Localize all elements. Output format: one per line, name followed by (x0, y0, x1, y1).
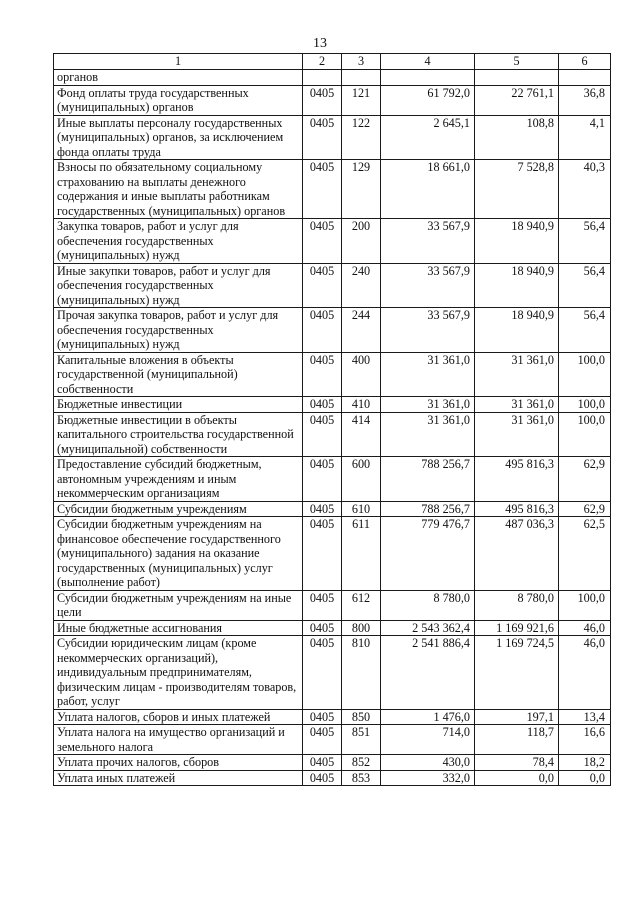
header-col-5: 5 (475, 54, 559, 70)
row-section-cell: 0405 (303, 770, 342, 786)
row-expense-type-cell: 400 (342, 352, 381, 397)
row-name-cell: Субсидии бюджетным учреждениям на финансовое обеспечение государственного (муниципального) задания на оказание государственных (муниципальных) услуг (выполнение работ) (54, 517, 303, 591)
row-fact-cell: 8 780,0 (475, 590, 559, 620)
row-plan-cell: 714,0 (381, 725, 475, 755)
row-percent-cell: 46,0 (559, 620, 611, 636)
row-fact-cell: 0,0 (475, 770, 559, 786)
row-plan-cell: 18 661,0 (381, 160, 475, 219)
header-row (54, 54, 611, 70)
row-name-cell: Бюджетные инвестиции в объекты капитального строительства государственной (муниципальной) собственности (54, 412, 303, 457)
row-section-cell: 0405 (303, 352, 342, 397)
row-percent-cell: 56,4 (559, 219, 611, 264)
table-row (54, 85, 611, 115)
row-section-cell: 0405 (303, 263, 342, 308)
row-section-cell: 0405 (303, 397, 342, 413)
row-section-cell: 0405 (303, 501, 342, 517)
row-section-cell: 0405 (303, 412, 342, 457)
row-name-cell: Взносы по обязательному социальному страхованию на выплаты денежного содержания и иные выплаты работникам государственных (муниципальных) органов (54, 160, 303, 219)
table-row (54, 517, 611, 591)
row-expense-type-cell: 853 (342, 770, 381, 786)
row-plan-cell: 31 361,0 (381, 397, 475, 413)
row-section-cell: 0405 (303, 725, 342, 755)
row-fact-cell: 118,7 (475, 725, 559, 755)
row-expense-type-cell: 600 (342, 457, 381, 502)
table-header (54, 54, 611, 70)
row-percent-cell: 16,6 (559, 725, 611, 755)
row-plan-cell: 2 645,1 (381, 115, 475, 160)
header-col-4: 4 (381, 54, 475, 70)
page-number: 13 (313, 36, 327, 51)
row-plan-cell: 332,0 (381, 770, 475, 786)
row-expense-type-cell: 200 (342, 219, 381, 264)
table-row (54, 457, 611, 502)
row-plan-cell: 2 541 886,4 (381, 636, 475, 710)
header-col-1: 1 (54, 54, 303, 70)
row-percent-cell: 4,1 (559, 115, 611, 160)
row-name-cell: Иные выплаты персоналу государственных (муниципальных) органов, за исключением фонда оплаты труда (54, 115, 303, 160)
row-expense-type-cell: 410 (342, 397, 381, 413)
row-fact-cell: 495 816,3 (475, 457, 559, 502)
row-plan-cell: 1 476,0 (381, 709, 475, 725)
row-section-cell: 0405 (303, 457, 342, 502)
row-expense-type-cell: 810 (342, 636, 381, 710)
row-section-cell: 0405 (303, 115, 342, 160)
row-expense-type-cell: 800 (342, 620, 381, 636)
row-fact-cell: 18 940,9 (475, 308, 559, 353)
row-expense-type-cell: 851 (342, 725, 381, 755)
row-percent-cell: 100,0 (559, 590, 611, 620)
row-fact-cell: 31 361,0 (475, 412, 559, 457)
row-section-cell: 0405 (303, 709, 342, 725)
row-plan-cell (381, 70, 475, 86)
table-row (54, 263, 611, 308)
row-name-cell: Иные бюджетные ассигнования (54, 620, 303, 636)
table-row (54, 620, 611, 636)
row-fact-cell: 108,8 (475, 115, 559, 160)
row-percent-cell: 56,4 (559, 308, 611, 353)
table-row (54, 755, 611, 771)
row-expense-type-cell: 612 (342, 590, 381, 620)
row-plan-cell: 788 256,7 (381, 457, 475, 502)
row-expense-type-cell: 611 (342, 517, 381, 591)
row-fact-cell: 18 940,9 (475, 263, 559, 308)
row-name-cell: Бюджетные инвестиции (54, 397, 303, 413)
table-row (54, 308, 611, 353)
row-section-cell: 0405 (303, 308, 342, 353)
row-name-cell: Предоставление субсидий бюджетным, автономным учреждениям и иным некоммерческим организациям (54, 457, 303, 502)
row-expense-type-cell: 244 (342, 308, 381, 353)
row-name-cell: Уплата налогов, сборов и иных платежей (54, 709, 303, 725)
row-percent-cell: 40,3 (559, 160, 611, 219)
row-section-cell: 0405 (303, 620, 342, 636)
row-fact-cell (475, 70, 559, 86)
row-fact-cell: 22 761,1 (475, 85, 559, 115)
row-fact-cell: 18 940,9 (475, 219, 559, 264)
header-col-6: 6 (559, 54, 611, 70)
row-percent-cell: 36,8 (559, 85, 611, 115)
row-name-cell: Субсидии юридическим лицам (кроме некоммерческих организаций), индивидуальным предпринимателям, физическим лицам - производителям товаров, работ, услуг (54, 636, 303, 710)
row-plan-cell: 2 543 362,4 (381, 620, 475, 636)
budget-table (53, 53, 611, 786)
table-row (54, 160, 611, 219)
row-plan-cell: 33 567,9 (381, 219, 475, 264)
row-percent-cell: 18,2 (559, 755, 611, 771)
row-plan-cell: 33 567,9 (381, 263, 475, 308)
table-row (54, 70, 611, 86)
row-expense-type-cell: 129 (342, 160, 381, 219)
row-name-cell: Уплата прочих налогов, сборов (54, 755, 303, 771)
row-plan-cell: 31 361,0 (381, 352, 475, 397)
row-expense-type-cell: 240 (342, 263, 381, 308)
table-row (54, 770, 611, 786)
row-plan-cell: 779 476,7 (381, 517, 475, 591)
table-row (54, 412, 611, 457)
row-section-cell (303, 70, 342, 86)
row-expense-type-cell: 122 (342, 115, 381, 160)
row-fact-cell: 31 361,0 (475, 352, 559, 397)
row-plan-cell: 430,0 (381, 755, 475, 771)
row-section-cell: 0405 (303, 590, 342, 620)
row-section-cell: 0405 (303, 219, 342, 264)
row-section-cell: 0405 (303, 517, 342, 591)
row-expense-type-cell: 610 (342, 501, 381, 517)
row-fact-cell: 7 528,8 (475, 160, 559, 219)
row-fact-cell: 495 816,3 (475, 501, 559, 517)
row-percent-cell: 62,9 (559, 457, 611, 502)
row-fact-cell: 31 361,0 (475, 397, 559, 413)
row-percent-cell: 56,4 (559, 263, 611, 308)
header-col-2: 2 (303, 54, 342, 70)
row-section-cell: 0405 (303, 160, 342, 219)
table-row (54, 219, 611, 264)
row-name-cell: Уплата иных платежей (54, 770, 303, 786)
row-percent-cell: 62,9 (559, 501, 611, 517)
table-row (54, 590, 611, 620)
row-plan-cell: 31 361,0 (381, 412, 475, 457)
row-percent-cell: 100,0 (559, 397, 611, 413)
row-name-cell: органов (54, 70, 303, 86)
row-name-cell: Фонд оплаты труда государственных (муниципальных) органов (54, 85, 303, 115)
row-percent-cell: 100,0 (559, 412, 611, 457)
row-percent-cell: 0,0 (559, 770, 611, 786)
row-fact-cell: 1 169 921,6 (475, 620, 559, 636)
row-expense-type-cell: 121 (342, 85, 381, 115)
row-percent-cell: 62,5 (559, 517, 611, 591)
row-fact-cell: 78,4 (475, 755, 559, 771)
table-row (54, 115, 611, 160)
row-section-cell: 0405 (303, 85, 342, 115)
row-plan-cell: 61 792,0 (381, 85, 475, 115)
row-percent-cell: 46,0 (559, 636, 611, 710)
row-name-cell: Прочая закупка товаров, работ и услуг для обеспечения государственных (муниципальных) нужд (54, 308, 303, 353)
row-name-cell: Уплата налога на имущество организаций и земельного налога (54, 725, 303, 755)
row-fact-cell: 1 169 724,5 (475, 636, 559, 710)
table-row (54, 709, 611, 725)
row-name-cell: Субсидии бюджетным учреждениям (54, 501, 303, 517)
table-row (54, 725, 611, 755)
header-col-3: 3 (342, 54, 381, 70)
row-section-cell: 0405 (303, 636, 342, 710)
table-row (54, 636, 611, 710)
row-percent-cell: 100,0 (559, 352, 611, 397)
row-name-cell: Закупка товаров, работ и услуг для обеспечения государственных (муниципальных) нужд (54, 219, 303, 264)
table-row (54, 501, 611, 517)
row-expense-type-cell: 414 (342, 412, 381, 457)
table-row (54, 352, 611, 397)
row-plan-cell: 8 780,0 (381, 590, 475, 620)
row-section-cell: 0405 (303, 755, 342, 771)
row-expense-type-cell: 852 (342, 755, 381, 771)
table-row (54, 397, 611, 413)
row-fact-cell: 487 036,3 (475, 517, 559, 591)
row-expense-type-cell (342, 70, 381, 86)
row-fact-cell: 197,1 (475, 709, 559, 725)
row-name-cell: Капитальные вложения в объекты государственной (муниципальной) собственности (54, 352, 303, 397)
row-name-cell: Субсидии бюджетным учреждениям на иные цели (54, 590, 303, 620)
row-plan-cell: 33 567,9 (381, 308, 475, 353)
row-name-cell: Иные закупки товаров, работ и услуг для обеспечения государственных (муниципальных) нужд (54, 263, 303, 308)
row-plan-cell: 788 256,7 (381, 501, 475, 517)
row-expense-type-cell: 850 (342, 709, 381, 725)
table-body (54, 70, 611, 786)
row-percent-cell (559, 70, 611, 86)
row-percent-cell: 13,4 (559, 709, 611, 725)
